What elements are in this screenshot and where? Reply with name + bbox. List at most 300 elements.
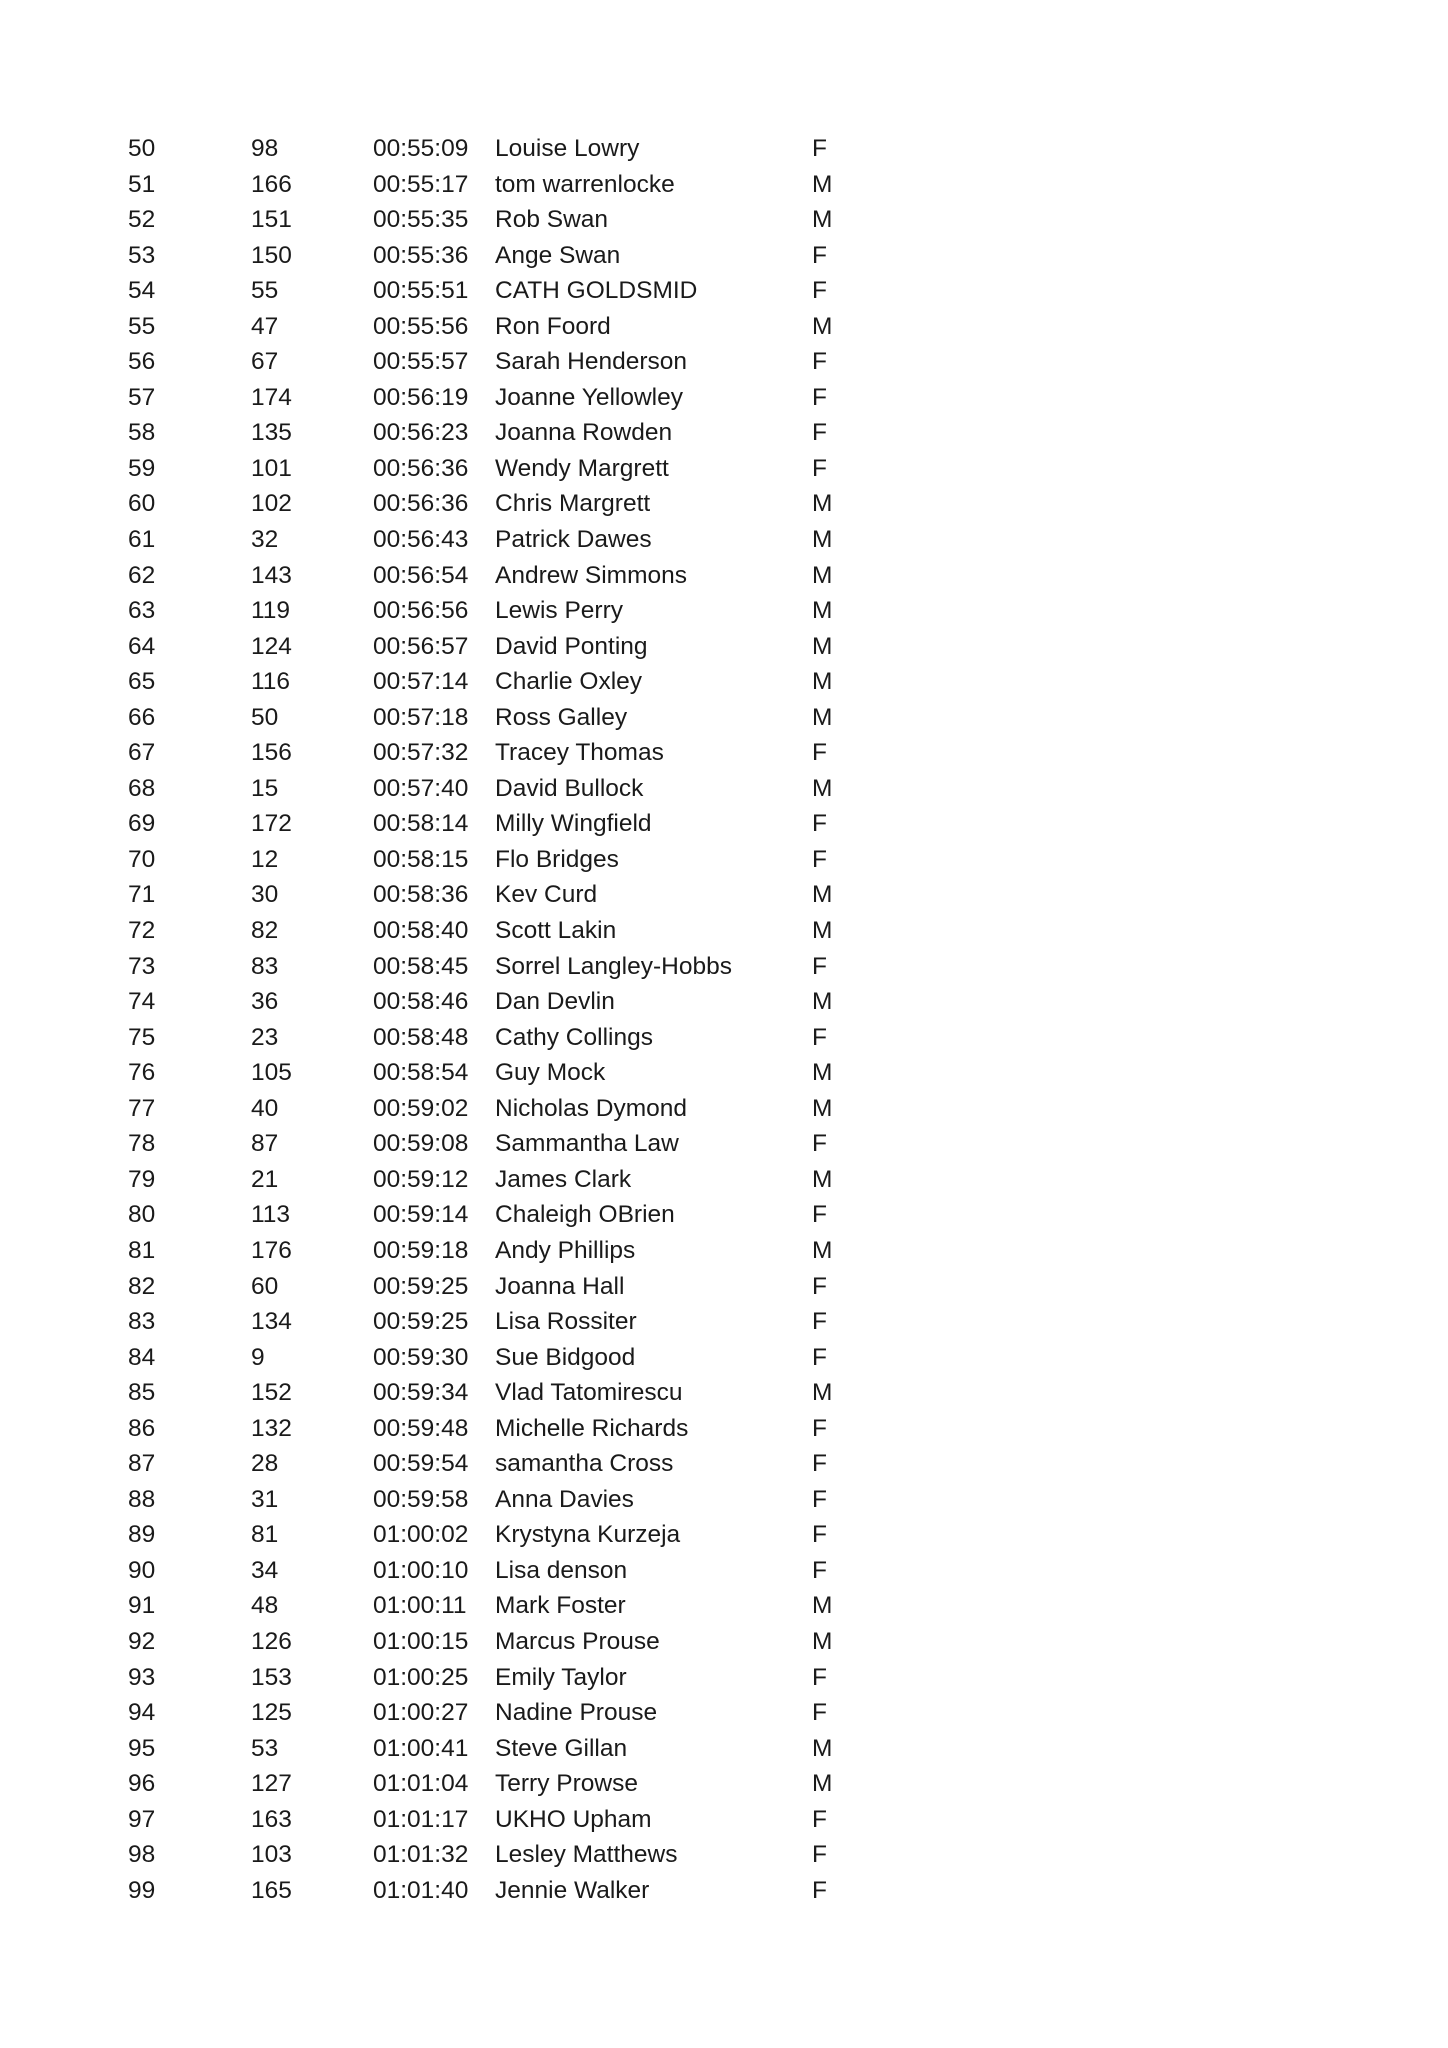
- bib-number-cell: 174: [251, 383, 292, 411]
- finish-time-cell: 01:00:41: [373, 1734, 469, 1762]
- gender-cell: M: [812, 703, 833, 731]
- table-row: [0, 451, 1448, 487]
- runner-name-cell: Lewis Perry: [495, 597, 623, 625]
- position-cell: 76: [128, 1059, 156, 1087]
- table-row: [0, 1126, 1448, 1162]
- position-cell: 71: [128, 881, 156, 909]
- position-cell: 97: [128, 1805, 156, 1833]
- runner-name-cell: Emily Taylor: [495, 1663, 627, 1691]
- position-cell: 95: [128, 1734, 156, 1762]
- table-row: [0, 522, 1448, 558]
- runner-name-cell: Marcus Prouse: [495, 1627, 660, 1655]
- runner-name-cell: Guy Mock: [495, 1059, 606, 1087]
- bib-number-cell: 143: [251, 561, 292, 589]
- runner-name-cell: Mark Foster: [495, 1592, 626, 1620]
- finish-time-cell: 00:55:09: [373, 135, 469, 162]
- gender-cell: F: [812, 1521, 827, 1549]
- bib-number-cell: 67: [251, 348, 279, 376]
- finish-time-cell: 00:55:17: [373, 170, 469, 198]
- table-row: [0, 1162, 1448, 1198]
- bib-number-cell: 105: [251, 1059, 292, 1087]
- gender-cell: F: [812, 241, 827, 269]
- gender-cell: M: [812, 988, 833, 1016]
- results-table: [0, 131, 1448, 1908]
- gender-cell: F: [812, 1201, 827, 1229]
- table-row: [0, 1020, 1448, 1056]
- table-row: [0, 1197, 1448, 1233]
- table-row: [0, 913, 1448, 949]
- table-row: [0, 309, 1448, 345]
- runner-name-cell: Sorrel Langley-Hobbs: [495, 952, 732, 980]
- table-row: [0, 558, 1448, 594]
- gender-cell: F: [812, 739, 827, 767]
- gender-cell: F: [812, 348, 827, 376]
- runner-name-cell: Ross Galley: [495, 703, 628, 731]
- finish-time-cell: 01:01:40: [373, 1876, 469, 1904]
- gender-cell: F: [812, 1841, 827, 1869]
- runner-name-cell: Ange Swan: [495, 241, 621, 269]
- finish-time-cell: 00:57:14: [373, 668, 469, 696]
- bib-number-cell: 116: [251, 668, 291, 696]
- position-cell: 50: [128, 135, 156, 162]
- table-row: [0, 735, 1448, 771]
- bib-number-cell: 12: [251, 845, 279, 873]
- position-cell: 75: [128, 1023, 156, 1051]
- gender-cell: M: [812, 632, 833, 660]
- bib-number-cell: 163: [251, 1805, 292, 1833]
- finish-time-cell: 01:00:27: [373, 1699, 469, 1727]
- position-cell: 74: [128, 988, 156, 1016]
- gender-cell: M: [812, 1379, 833, 1407]
- runner-name-cell: tom warrenlocke: [495, 170, 675, 198]
- bib-number-cell: 23: [251, 1023, 279, 1051]
- table-row: [0, 1269, 1448, 1305]
- finish-time-cell: 00:58:14: [373, 810, 469, 838]
- runner-name-cell: Patrick Dawes: [495, 526, 652, 554]
- bib-number-cell: 119: [251, 597, 291, 625]
- bib-number-cell: 124: [251, 632, 292, 660]
- finish-time-cell: 01:01:32: [373, 1841, 469, 1869]
- table-row: [0, 664, 1448, 700]
- runner-name-cell: samantha Cross: [495, 1450, 674, 1478]
- gender-cell: M: [812, 561, 833, 589]
- bib-number-cell: 156: [251, 739, 292, 767]
- table-row: [0, 1802, 1448, 1838]
- runner-name-cell: Wendy Margrett: [495, 454, 669, 482]
- table-row: [0, 1091, 1448, 1127]
- bib-number-cell: 127: [251, 1770, 292, 1798]
- table-row: [0, 238, 1448, 274]
- finish-time-cell: 00:58:45: [373, 952, 469, 980]
- table-row: [0, 593, 1448, 629]
- finish-time-cell: 00:59:34: [373, 1379, 469, 1407]
- position-cell: 61: [128, 526, 156, 554]
- table-row: [0, 1731, 1448, 1767]
- position-cell: 93: [128, 1663, 156, 1691]
- position-cell: 56: [128, 348, 156, 376]
- table-row: [0, 1517, 1448, 1553]
- finish-time-cell: 00:59:25: [373, 1272, 469, 1300]
- runner-name-cell: Lisa denson: [495, 1556, 628, 1584]
- position-cell: 96: [128, 1770, 156, 1798]
- finish-time-cell: 00:58:40: [373, 917, 469, 945]
- gender-cell: M: [812, 597, 833, 625]
- finish-time-cell: 00:59:54: [373, 1450, 469, 1478]
- gender-cell: F: [812, 383, 827, 411]
- finish-time-cell: 01:00:10: [373, 1556, 469, 1584]
- finish-time-cell: 00:56:36: [373, 454, 469, 482]
- table-row: [0, 842, 1448, 878]
- finish-time-cell: 00:56:56: [373, 597, 469, 625]
- runner-name-cell: Chaleigh OBrien: [495, 1201, 675, 1229]
- runner-name-cell: Tracey Thomas: [495, 739, 664, 767]
- runner-name-cell: Andy Phillips: [495, 1236, 636, 1264]
- gender-cell: M: [812, 1734, 833, 1762]
- gender-cell: F: [812, 1308, 827, 1336]
- runner-name-cell: Sammantha Law: [495, 1130, 679, 1158]
- gender-cell: F: [812, 277, 827, 305]
- position-cell: 57: [128, 383, 156, 411]
- table-row: [0, 1837, 1448, 1873]
- position-cell: 60: [128, 490, 156, 518]
- gender-cell: F: [812, 1485, 827, 1513]
- table-row: [0, 1695, 1448, 1731]
- table-row: [0, 1411, 1448, 1447]
- bib-number-cell: 98: [251, 135, 279, 162]
- runner-name-cell: Lesley Matthews: [495, 1841, 678, 1869]
- position-cell: 78: [128, 1130, 156, 1158]
- position-cell: 63: [128, 597, 156, 625]
- finish-time-cell: 01:00:15: [373, 1627, 469, 1655]
- bib-number-cell: 55: [251, 277, 279, 305]
- table-row: [0, 806, 1448, 842]
- finish-time-cell: 00:55:51: [373, 277, 469, 305]
- gender-cell: M: [812, 917, 833, 945]
- position-cell: 52: [128, 206, 156, 234]
- gender-cell: F: [812, 1699, 827, 1727]
- bib-number-cell: 40: [251, 1094, 279, 1122]
- finish-time-cell: 00:55:57: [373, 348, 469, 376]
- finish-time-cell: 00:57:18: [373, 703, 469, 731]
- table-row: [0, 415, 1448, 451]
- gender-cell: F: [812, 1272, 827, 1300]
- table-row: [0, 1660, 1448, 1696]
- bib-number-cell: 9: [251, 1343, 265, 1371]
- bib-number-cell: 125: [251, 1699, 292, 1727]
- bib-number-cell: 32: [251, 526, 279, 554]
- position-cell: 90: [128, 1556, 156, 1584]
- runner-name-cell: Joanna Hall: [495, 1272, 625, 1300]
- bib-number-cell: 81: [251, 1521, 279, 1549]
- runner-name-cell: Chris Margrett: [495, 490, 651, 518]
- gender-cell: M: [812, 312, 833, 340]
- table-row: [0, 131, 1448, 167]
- position-cell: 70: [128, 845, 156, 873]
- gender-cell: M: [812, 1627, 833, 1655]
- position-cell: 81: [128, 1236, 156, 1264]
- bib-number-cell: 48: [251, 1592, 279, 1620]
- position-cell: 84: [128, 1343, 156, 1371]
- gender-cell: F: [812, 454, 827, 482]
- runner-name-cell: Flo Bridges: [495, 845, 619, 873]
- gender-cell: F: [812, 845, 827, 873]
- bib-number-cell: 126: [251, 1627, 292, 1655]
- table-row: [0, 1553, 1448, 1589]
- runner-name-cell: Rob Swan: [495, 206, 609, 234]
- finish-time-cell: 01:01:17: [373, 1805, 469, 1833]
- bib-number-cell: 36: [251, 988, 279, 1016]
- bib-number-cell: 83: [251, 952, 279, 980]
- bib-number-cell: 151: [251, 206, 292, 234]
- table-row: [0, 202, 1448, 238]
- runner-name-cell: Milly Wingfield: [495, 810, 652, 838]
- runner-name-cell: Cathy Collings: [495, 1023, 653, 1051]
- runner-name-cell: Krystyna Kurzeja: [495, 1521, 681, 1549]
- gender-cell: F: [812, 419, 827, 447]
- finish-time-cell: 00:57:40: [373, 774, 469, 802]
- bib-number-cell: 34: [251, 1556, 279, 1584]
- position-cell: 58: [128, 419, 156, 447]
- bib-number-cell: 165: [251, 1876, 292, 1904]
- finish-time-cell: 00:58:36: [373, 881, 469, 909]
- table-row: [0, 629, 1448, 665]
- bib-number-cell: 15: [251, 774, 279, 802]
- finish-time-cell: 00:59:12: [373, 1165, 469, 1193]
- gender-cell: M: [812, 1592, 833, 1620]
- finish-time-cell: 00:56:36: [373, 490, 469, 518]
- position-cell: 88: [128, 1485, 156, 1513]
- position-cell: 68: [128, 774, 156, 802]
- table-row: [0, 1233, 1448, 1269]
- position-cell: 53: [128, 241, 156, 269]
- gender-cell: F: [812, 1343, 827, 1371]
- position-cell: 86: [128, 1414, 156, 1442]
- runner-name-cell: Joanna Rowden: [495, 419, 673, 447]
- bib-number-cell: 176: [251, 1236, 292, 1264]
- runner-name-cell: Nicholas Dymond: [495, 1094, 687, 1122]
- gender-cell: M: [812, 774, 833, 802]
- gender-cell: F: [812, 1805, 827, 1833]
- finish-time-cell: 00:56:23: [373, 419, 469, 447]
- gender-cell: M: [812, 170, 833, 198]
- table-row: [0, 1766, 1448, 1802]
- gender-cell: F: [812, 1663, 827, 1691]
- runner-name-cell: Dan Devlin: [495, 988, 615, 1016]
- bib-number-cell: 103: [251, 1841, 292, 1869]
- position-cell: 64: [128, 632, 156, 660]
- runner-name-cell: Terry Prowse: [495, 1770, 638, 1798]
- bib-number-cell: 21: [251, 1165, 279, 1193]
- table-row: [0, 984, 1448, 1020]
- position-cell: 55: [128, 312, 156, 340]
- position-cell: 79: [128, 1165, 156, 1193]
- bib-number-cell: 31: [251, 1485, 279, 1513]
- gender-cell: F: [812, 1556, 827, 1584]
- table-row: [0, 273, 1448, 309]
- bib-number-cell: 28: [251, 1450, 279, 1478]
- finish-time-cell: 00:58:46: [373, 988, 469, 1016]
- finish-time-cell: 00:56:57: [373, 632, 469, 660]
- table-row: [0, 949, 1448, 985]
- bib-number-cell: 53: [251, 1734, 279, 1762]
- gender-cell: F: [812, 135, 827, 162]
- position-cell: 66: [128, 703, 156, 731]
- finish-time-cell: 00:59:02: [373, 1094, 469, 1122]
- gender-cell: M: [812, 1165, 833, 1193]
- table-row: [0, 1304, 1448, 1340]
- gender-cell: M: [812, 206, 833, 234]
- table-row: [0, 380, 1448, 416]
- bib-number-cell: 166: [251, 170, 292, 198]
- table-row: [0, 1055, 1448, 1091]
- finish-time-cell: 00:59:58: [373, 1485, 469, 1513]
- table-row: [0, 1624, 1448, 1660]
- finish-time-cell: 00:59:14: [373, 1201, 469, 1229]
- runner-name-cell: Michelle Richards: [495, 1414, 689, 1442]
- gender-cell: M: [812, 1236, 833, 1264]
- gender-cell: F: [812, 810, 827, 838]
- table-row: [0, 1340, 1448, 1376]
- gender-cell: M: [812, 1094, 833, 1122]
- runner-name-cell: Sue Bidgood: [495, 1343, 636, 1371]
- bib-number-cell: 101: [251, 454, 292, 482]
- gender-cell: F: [812, 1023, 827, 1051]
- finish-time-cell: 00:57:32: [373, 739, 469, 767]
- table-row: [0, 344, 1448, 380]
- runner-name-cell: James Clark: [495, 1165, 632, 1193]
- finish-time-cell: 00:58:54: [373, 1059, 469, 1087]
- table-row: [0, 700, 1448, 736]
- gender-cell: F: [812, 952, 827, 980]
- gender-cell: F: [812, 1876, 827, 1904]
- runner-name-cell: Jennie Walker: [495, 1876, 650, 1904]
- table-row: [0, 1446, 1448, 1482]
- gender-cell: M: [812, 668, 833, 696]
- finish-time-cell: 00:59:08: [373, 1130, 469, 1158]
- position-cell: 87: [128, 1450, 156, 1478]
- finish-time-cell: 01:01:04: [373, 1770, 469, 1798]
- finish-time-cell: 00:59:25: [373, 1308, 469, 1336]
- bib-number-cell: 153: [251, 1663, 292, 1691]
- runner-name-cell: Louise Lowry: [495, 135, 640, 162]
- runner-name-cell: Steve Gillan: [495, 1734, 628, 1762]
- bib-number-cell: 132: [251, 1414, 292, 1442]
- bib-number-cell: 30: [251, 881, 279, 909]
- bib-number-cell: 135: [251, 419, 292, 447]
- gender-cell: F: [812, 1450, 827, 1478]
- finish-time-cell: 01:00:25: [373, 1663, 469, 1691]
- bib-number-cell: 102: [251, 490, 292, 518]
- finish-time-cell: 00:58:15: [373, 845, 469, 873]
- bib-number-cell: 60: [251, 1272, 279, 1300]
- runner-name-cell: Kev Curd: [495, 881, 598, 909]
- position-cell: 77: [128, 1094, 156, 1122]
- bib-number-cell: 113: [251, 1201, 291, 1229]
- position-cell: 82: [128, 1272, 156, 1300]
- finish-time-cell: 01:00:02: [373, 1521, 469, 1549]
- gender-cell: M: [812, 526, 833, 554]
- table-row: [0, 1873, 1448, 1909]
- gender-cell: F: [812, 1130, 827, 1158]
- bib-number-cell: 82: [251, 917, 279, 945]
- runner-name-cell: Sarah Henderson: [495, 348, 688, 376]
- bib-number-cell: 50: [251, 703, 279, 731]
- bib-number-cell: 87: [251, 1130, 279, 1158]
- runner-name-cell: Charlie Oxley: [495, 668, 643, 696]
- table-row: [0, 1375, 1448, 1411]
- table-row: [0, 771, 1448, 807]
- finish-time-cell: 00:55:36: [373, 241, 469, 269]
- finish-time-cell: 01:00:11: [373, 1592, 467, 1620]
- position-cell: 85: [128, 1379, 156, 1407]
- table-row: [0, 1588, 1448, 1624]
- position-cell: 73: [128, 952, 156, 980]
- runner-name-cell: Andrew Simmons: [495, 561, 687, 589]
- gender-cell: F: [812, 1414, 827, 1442]
- position-cell: 65: [128, 668, 156, 696]
- table-row: [0, 877, 1448, 913]
- position-cell: 54: [128, 277, 156, 305]
- finish-time-cell: 00:59:18: [373, 1236, 469, 1264]
- runner-name-cell: UKHO Upham: [495, 1805, 652, 1833]
- runner-name-cell: Ron Foord: [495, 312, 611, 340]
- position-cell: 94: [128, 1699, 156, 1727]
- runner-name-cell: Joanne Yellowley: [495, 383, 683, 411]
- bib-number-cell: 47: [251, 312, 279, 340]
- runner-name-cell: Scott Lakin: [495, 917, 617, 945]
- runner-name-cell: Lisa Rossiter: [495, 1308, 637, 1336]
- finish-time-cell: 00:58:48: [373, 1023, 469, 1051]
- position-cell: 89: [128, 1521, 156, 1549]
- position-cell: 80: [128, 1201, 156, 1229]
- runner-name-cell: Anna Davies: [495, 1485, 634, 1513]
- position-cell: 83: [128, 1308, 156, 1336]
- gender-cell: M: [812, 881, 833, 909]
- gender-cell: M: [812, 1770, 833, 1798]
- runner-name-cell: David Ponting: [495, 632, 648, 660]
- table-row: [0, 167, 1448, 203]
- table-row: [0, 486, 1448, 522]
- position-cell: 62: [128, 561, 156, 589]
- bib-number-cell: 172: [251, 810, 292, 838]
- finish-time-cell: 00:59:48: [373, 1414, 469, 1442]
- position-cell: 92: [128, 1627, 156, 1655]
- runner-name-cell: CATH GOLDSMID: [495, 277, 698, 305]
- finish-time-cell: 00:56:54: [373, 561, 469, 589]
- runner-name-cell: Vlad Tatomirescu: [495, 1379, 683, 1407]
- table-row: [0, 1482, 1448, 1518]
- gender-cell: M: [812, 1059, 833, 1087]
- finish-time-cell: 00:59:30: [373, 1343, 469, 1371]
- finish-time-cell: 00:56:19: [373, 383, 469, 411]
- runner-name-cell: Nadine Prouse: [495, 1699, 658, 1727]
- runner-name-cell: David Bullock: [495, 774, 644, 802]
- finish-time-cell: 00:55:56: [373, 312, 469, 340]
- position-cell: 67: [128, 739, 156, 767]
- bib-number-cell: 150: [251, 241, 292, 269]
- position-cell: 72: [128, 917, 156, 945]
- finish-time-cell: 00:55:35: [373, 206, 469, 234]
- position-cell: 99: [128, 1876, 156, 1904]
- position-cell: 98: [128, 1841, 156, 1869]
- position-cell: 69: [128, 810, 156, 838]
- bib-number-cell: 152: [251, 1379, 292, 1407]
- position-cell: 91: [128, 1592, 156, 1620]
- gender-cell: M: [812, 490, 833, 518]
- bib-number-cell: 134: [251, 1308, 292, 1336]
- finish-time-cell: 00:56:43: [373, 526, 469, 554]
- position-cell: 59: [128, 454, 156, 482]
